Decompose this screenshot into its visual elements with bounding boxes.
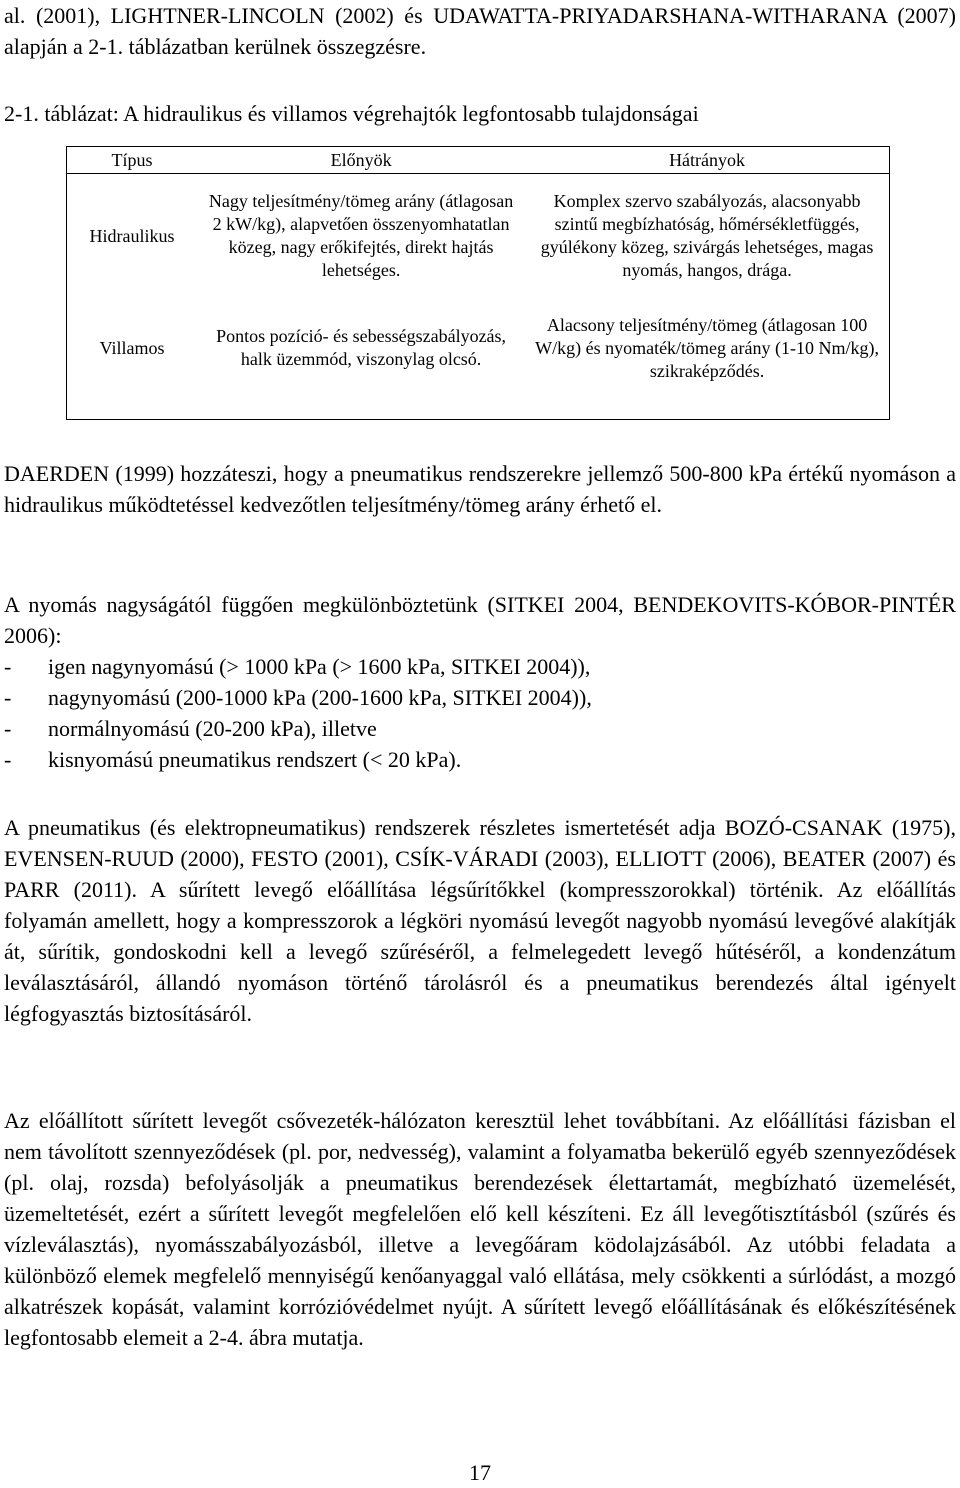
cell-cons: Alacsony teljesítmény/tömeg (átlagosan 100 W/kg) és nyomaték/tömeg arány (1-10 Nm/kg), szikraképződés. — [535, 314, 880, 381]
list-marker: - — [4, 716, 12, 741]
table-header-row — [66, 146, 890, 174]
header-cons: Hátrányok — [524, 146, 890, 174]
table-caption: 2-1. táblázat: A hidraulikus és villamos végrehajtók legfontosabb tulajdonságai — [4, 101, 699, 126]
list-marker: - — [4, 685, 12, 710]
page-number: 17 — [469, 1460, 491, 1485]
paragraph-pressure-intro: A nyomás nagyságától függően megkülönböztetünk (SITKEI 2004, BENDEKOVITS-KÓBOR-PINTÉR 2006): — [4, 592, 956, 648]
header-pros: Előnyök — [198, 146, 524, 174]
header-type: Típus — [66, 146, 198, 174]
list-marker: - — [4, 747, 12, 772]
list-item-text: normálnyomású (20-200 kPa), illetve — [48, 716, 377, 741]
paragraph-daerden: DAERDEN (1999) hozzáteszi, hogy a pneumatikus rendszerekre jellemző 500-800 kPa értékű nyomáson a hidraulikus működtetéssel kedvezőtlen teljesítmény/tömeg arány érhető el. — [4, 461, 956, 517]
list-item-text: kisnyomású pneumatikus rendszert (< 20 kPa). — [48, 747, 462, 772]
list-item — [4, 682, 956, 713]
comparison-table — [66, 146, 890, 400]
list-item — [4, 713, 956, 744]
list-item-text: igen nagynyomású (> 1000 kPa (> 1600 kPa, SITKEI 2004)), — [48, 654, 591, 679]
table-row — [66, 174, 890, 299]
intro-paragraph: al. (2001), LIGHTNER-LINCOLN (2002) és UDAWATTA-PRIYADARSHANA-WITHARANA (2007) alapján a 2-1. táblázatban kerülnek összegzésre. — [4, 3, 956, 59]
paragraph-air-preparation: Az előállított sűrített levegőt csővezeték-hálózaton keresztül lehet továbbítani. Az előállítási fázisban el nem távolított szennyeződések (pl. por, nedvesség), valamint a folyamatba bekerülő egyéb szennyeződések (pl. olaj, rozsda) befolyásolják a pneumatikus berendezések élettartamát, megbízható üzemelését, üzemeltetését, ezért a sűrített levegőt megfelelően elő kell készíteni. Ez áll levegőtisztításból (szűrés és vízleválasztás), nyomásszabályozásból, illetve a levegőáram ködolajzásából. Az utóbbi feladata a különböző elemek megfelelő mennyiségű kenőanyaggal való ellátása, mely csökkenti a súrlódást, a mozgó alkatrészek kopását, valamint korrózióvédelmet nyújt. A sűrített levegő előállításának és előkészítésének legfontosabb elemeit a 2-4. ábra mutatja. — [4, 1108, 956, 1350]
cell-type: Villamos — [99, 337, 165, 358]
list-item — [4, 651, 956, 682]
cell-pros: Pontos pozíció- és sebességszabályozás, halk üzemmód, viszonylag olcsó. — [216, 326, 507, 369]
list-item-text: nagynyomású (200-1000 kPa (200-1600 kPa, SITKEI 2004)), — [48, 685, 592, 710]
paragraph-pneumatic-systems: A pneumatikus (és elektropneumatikus) rendszerek részletes ismertetését adja BOZÓ-CSANAK (1975), EVENSEN-RUUD (2000), FESTO (2001), CSÍK-VÁRADI (2003), ELLIOTT (2006), BEATER (2007) és PARR (2011). A sűrített levegő előállítása légsűrítőkkel (kompresszorokkal) történik. Az előállítás folyamán amellett, hogy a kompresszorok a légköri nyomású levegőt nagyobb nyomású levegővé alakítják át, sűrítik, gondoskodni kell a levegő szűréséről, a felmelegedett levegő hűtéséről, a kondenzátum leválasztásáról, állandó nyomáson történő tárolásról és a pneumatikus berendezés által igényelt légfogyasztás biztosításáról. — [4, 815, 956, 1026]
list-item — [4, 744, 956, 775]
table-row — [66, 298, 890, 400]
cell-pros: Nagy teljesítmény/tömeg arány (átlagosan 2 kW/kg), alapvetően összenyomhatatlan közeg, nagy erőkifejtés, direkt hajtás lehetséges. — [208, 191, 514, 280]
cell-cons: Komplex szervo szabályozás, alacsonyabb szintű megbízhatóság, hőmérsékletfüggés, gyúlékony közeg, szivárgás lehetséges, magas nyomás, hangos, drága. — [540, 191, 874, 280]
cell-type: Hidraulikus — [89, 225, 175, 246]
list-marker: - — [4, 654, 12, 679]
pressure-class-list — [4, 651, 956, 775]
